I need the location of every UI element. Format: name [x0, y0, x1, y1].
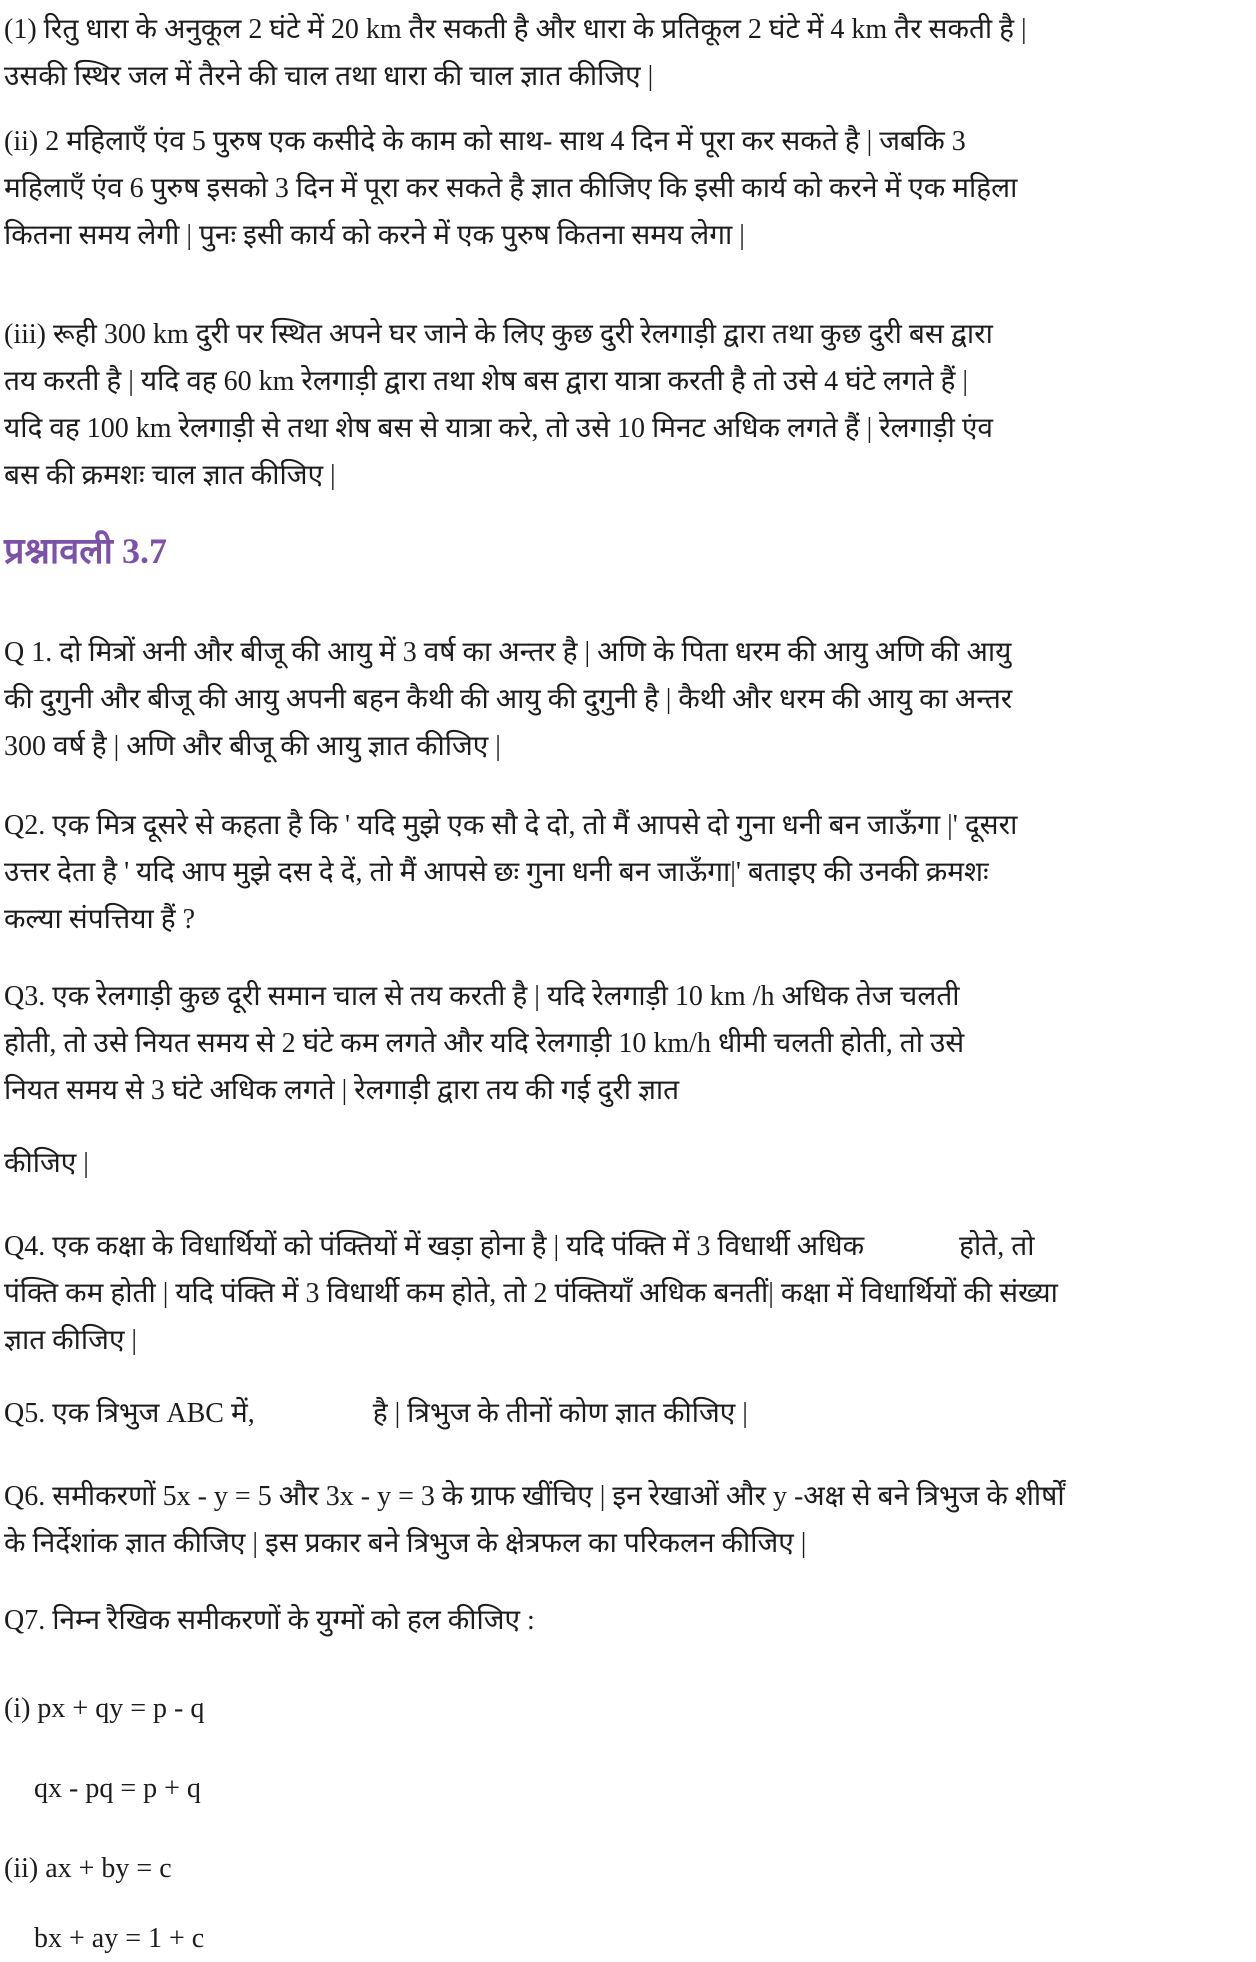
equation-text: (ii) ax + by = c	[4, 1853, 172, 1884]
equation-ii-line-2	[4, 1915, 1246, 1962]
text-line: कीजिए |	[4, 1148, 89, 1179]
text-line: कल्या संपत्तिया हैं ?	[4, 904, 196, 935]
text-line	[4, 1223, 1246, 1270]
question-3	[4, 973, 1246, 1114]
equation-i-line-1	[4, 1685, 1246, 1732]
problem-iii	[4, 311, 1246, 499]
text-line: उत्तर देता है ' यदि आप मुझे दस दे दें, तो मैं आपसे छः गुना धनी बन जाऊँगा|' बताइए की उनकी क्रमशः	[4, 857, 989, 888]
question-2	[4, 802, 1246, 943]
text-segment: Q4. एक कक्षा के विधार्थियों को पंक्तियों में खड़ा होना है | यदि पंक्ति में 3 विधार्थी अधिक	[4, 1231, 865, 1262]
text-line	[4, 1390, 1246, 1437]
text-line: Q3. एक रेलगाड़ी कुछ दूरी समान चाल से तय करती है | यदि रेलगाड़ी 10 km /h अधिक तेज चलती	[4, 981, 960, 1012]
text-line: तय करती है | यदि वह 60 km रेलगाड़ी द्वारा तथा शेष बस द्वारा यात्रा करती है तो उसे 4 घंटे लगते हैं |	[4, 366, 969, 397]
text-line: Q 1. दो मित्रों अनी और बीजू की आयु में 3 वर्ष का अन्तर है | अणि के पिता धरम की आयु अणि की आयु	[4, 637, 1012, 668]
text-line: कितना समय लेगी | पुनः इसी कार्य को करने में एक पुरुष कितना समय लेगा |	[4, 220, 745, 251]
text-segment: है | त्रिभुज के तीनों कोण ज्ञात कीजिए |	[372, 1398, 748, 1429]
text-line: पंक्ति कम होती | यदि पंक्ति में 3 विधार्थी कम होते, तो 2 पंक्तियाँ अधिक बनतीं| कक्षा में विधार्थियों की संख्या	[4, 1278, 1058, 1309]
text-line: की दुगुनी और बीजू की आयु अपनी बहन कैथी की आयु की दुगुनी है | कैथी और धरम की आयु का अन्तर	[4, 684, 1013, 715]
text-segment: Q5. एक त्रिभुज ABC में,	[4, 1398, 255, 1429]
question-3-continuation	[4, 1140, 1246, 1187]
text-line: Q7. निम्न रैखिक समीकरणों के युग्मों को हल कीजिए :	[4, 1605, 535, 1636]
question-4	[4, 1223, 1246, 1364]
text-line: 300 वर्ष है | अणि और बीजू की आयु ज्ञात कीजिए |	[4, 731, 501, 762]
text-line: (1) रितु धारा के अनुकूल 2 घंटे में 20 km तैर सकती है और धारा के प्रतिकूल 2 घंटे में 4 km तैर सकती है |	[4, 14, 1027, 45]
text-line: (iii) रूही 300 km दुरी पर स्थित अपने घर जाने के लिए कुछ दुरी रेलगाड़ी द्वारा तथा कुछ दुरी बस द्वारा	[4, 319, 993, 350]
exercise-heading: प्रश्नावली 3.7	[4, 531, 168, 571]
equation-ii-line-1	[4, 1845, 1246, 1892]
text-line: नियत समय से 3 घंटे अधिक लगते | रेलगाड़ी द्वारा तय की गई दुरी ज्ञात	[4, 1075, 680, 1106]
text-line: के निर्देशांक ज्ञात कीजिए | इस प्रकार बने त्रिभुज के क्षेत्रफल का परिकलन कीजिए |	[4, 1528, 807, 1559]
equation-text: qx - pq = p + q	[34, 1773, 201, 1804]
problem-1	[4, 6, 1246, 100]
text-line: ज्ञात कीजिए |	[4, 1325, 138, 1356]
text-line: महिलाएँ एंव 6 पुरुष इसको 3 दिन में पूरा कर सकते है ज्ञात कीजिए कि इसी कार्य को करने में एक महिला	[4, 173, 1018, 204]
question-6	[4, 1473, 1246, 1567]
question-5	[4, 1390, 1246, 1437]
text-line: होती, तो उसे नियत समय से 2 घंटे कम लगते और यदि रेलगाड़ी 10 km/h धीमी चलती होती, तो उसे	[4, 1028, 965, 1059]
equation-text: bx + ay = 1 + c	[34, 1923, 205, 1954]
text-line: यदि वह 100 km रेलगाड़ी से तथा शेष बस से यात्रा करे, तो उसे 10 मिनट अधिक लगते हैं | रेलगाड़ी एंव	[4, 413, 993, 444]
question-1	[4, 629, 1246, 770]
problem-ii	[4, 118, 1246, 259]
text-line: Q6. समीकरणों 5x - y = 5 और 3x - y = 3 के ग्राफ खींचिए | इन रेखाओं और y -अक्ष से बने त्रिभुज के शीर्षों	[4, 1481, 1065, 1512]
text-line: Q2. एक मित्र दूसरे से कहता है कि ' यदि मुझे एक सौ दे दो, तो मैं आपसे दो गुना धनी बन जाऊँगा |' दूसरा	[4, 810, 1018, 841]
text-line: उसकी स्थिर जल में तैरने की चाल तथा धारा की चाल ज्ञात कीजिए |	[4, 61, 654, 92]
text-line: (ii) 2 महिलाएँ एंव 5 पुरुष एक कसीदे के काम को साथ- साथ 4 दिन में पूरा कर सकते है | जबकि 3	[4, 126, 966, 157]
equation-i-line-2	[4, 1765, 1246, 1812]
equation-text: (i) px + qy = p - q	[4, 1693, 205, 1724]
question-7	[4, 1597, 1246, 1644]
text-segment: होते, तो	[959, 1231, 1035, 1262]
text-line: बस की क्रमशः चाल ज्ञात कीजिए |	[4, 460, 336, 491]
